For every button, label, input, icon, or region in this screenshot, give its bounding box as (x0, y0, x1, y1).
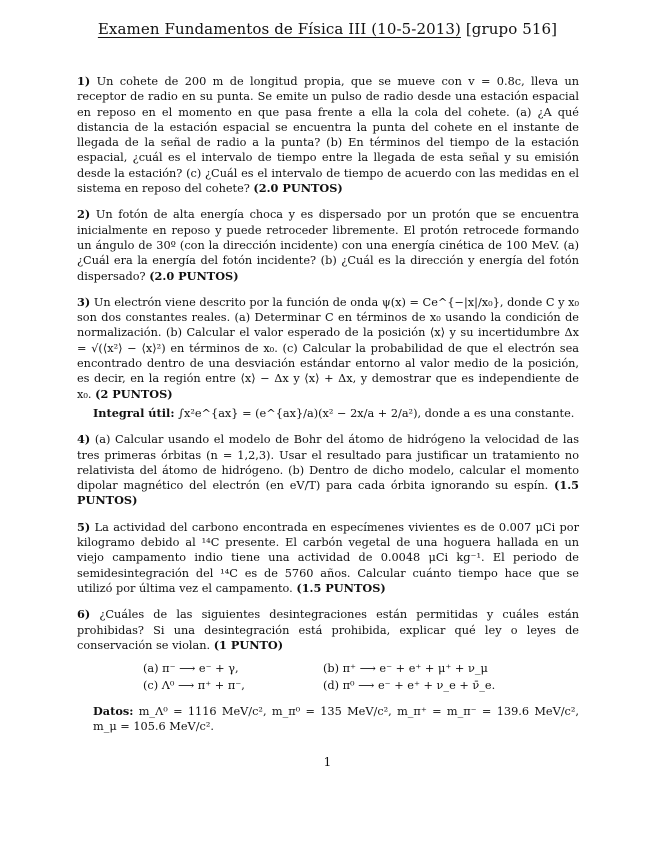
decay-a: (a) π⁻ ⟶ e⁻ + γ, (143, 662, 239, 676)
problem-6 (77, 607, 579, 734)
problem-number: 2) (77, 207, 91, 222)
problem-text: Un fotón de alta energía choca y es dispersado por un protón que se encuentra inicialmente en reposo y puede retroceder libremente. El protón retrocede formando un ángulo de 30º (con la dirección incidente) con una energía cinética de 100 MeV. (a) ¿Cuál era la energía del fotón incidente? (b) ¿Cuál es la dirección y energía del fotón dispersado? (77, 208, 579, 283)
page-number: 1 (323, 755, 332, 769)
problem-text: (a) Calcular usando el modelo de Bohr del átomo de hidrógeno la velocidad de las tres primeras órbitas (n = 1,2,3). Usar el resultado para justificar un tratamiento no relativista del átomo de hidrógeno. (b) Dentro de dicho modelo, calcular el momento dipolar magnético del electrón (en eV/T) para cada órbita ignorando su espín. (77, 433, 579, 493)
problem-points: (1.5 PUNTOS) (77, 478, 579, 508)
problem-number: 3) (77, 294, 91, 309)
decay-d: (d) π⁰ ⟶ e⁻ + e⁺ + ν_e + ν̄_e. (323, 679, 496, 693)
decay-c: (c) Λ⁰ ⟶ π⁺ + π⁻, (143, 679, 245, 693)
problem-text: Un electrón viene descrito por la función de onda ψ(x) = Ce^{−|x|/x₀}, donde C y x₀ son dos constantes reales. (a) Determinar C en términos de x₀ usando la condición de normalización. (b) Calcular el valor esperado de la posición ⟨x⟩ y su incertidumbre Δx = √(⟨x²⟩ − ⟨x⟩²) en términos de x₀. (c) Calcular la probabilidad de que el electrón sea encontrado dentro de una desviación estándar entorno al valor medio de la posición, es decir, en la región entre ⟨x⟩ − Δx y ⟨x⟩ + Δx, y demostrar que es independiente de x₀. (77, 295, 580, 401)
title-group: [grupo 516] (465, 20, 558, 38)
problem-points: (1.5 PUNTOS) (296, 580, 386, 595)
problem-3 (77, 295, 579, 421)
problem-text: ¿Cuáles de las siguientes desintegraciones están permitidas y cuáles están prohibidas? Si una desintegración está prohibida, explicar qué ley o leyes de conservación se violan. (77, 608, 580, 652)
problem-number: 4) (77, 432, 91, 447)
problem-points: (2 PUNTOS) (95, 386, 173, 401)
data-section (77, 704, 579, 735)
problem-points: (1 PUNTO) (213, 637, 284, 652)
problem-text: La actividad del carbono encontrada en especímenes vivientes es de 0.007 μCi por kilogramo debido al ¹⁴C presente. El carbón vegetal de una hoguera hallada en un viejo campamento indio tiene una actividad de 0.0048 μCi kg⁻¹. El periodo de semidesintegración del ¹⁴C es de 5760 años. Calcular cuánto tiempo hace que se utilizó por última vez el campamento. (77, 520, 579, 595)
problem-5 (77, 520, 579, 596)
exam-content (77, 74, 579, 745)
title-main: Examen Fundamentos de Física III (10-5-2013) (97, 20, 461, 38)
problem-text: Un cohete de 200 m de longitud propia, que se mueve con v = 0.8c, lleva un receptor de radio en su punta. Se emite un pulso de radio desde una estación espacial en reposo en el momento en que pasa frente a ella la cola del cohete. (a) ¿A qué distancia de la estación espacial se encuentra la punta del cohete en el instante de llegada de la señal de radio a la punta? (b) En términos del tiempo de la estación espacial, ¿cuál es el intervalo de tiempo entre la llegada de esta señal y su emisión desde la estación? (c) ¿Cuál es el intervalo de tiempo de acuerdo con las medidas en el sistema en reposo del cohete? (77, 75, 579, 196)
problem-4 (77, 432, 579, 508)
data-text: m_Λ⁰ = 1116 MeV/c², m_π⁰ = 135 MeV/c², m_π⁺ = m_π⁻ = 139.6 MeV/c², m_μ = 105.6 MeV/c². (93, 704, 580, 733)
useful-integral (77, 406, 579, 421)
data-label: Datos: (93, 703, 134, 718)
useful-integral-label: Integral útil: (93, 405, 175, 420)
decay-b: (b) π⁺ ⟶ e⁻ + e⁺ + μ⁺ + ν_μ (323, 662, 488, 676)
problem-number: 6) (77, 607, 91, 622)
problem-2 (77, 207, 579, 283)
problem-points: (2.0 PUNTOS) (149, 268, 239, 283)
exam-title (0, 20, 655, 38)
problem-1 (77, 74, 579, 196)
useful-integral-text: ∫x²e^{ax} = (e^{ax}/a)(x² − 2x/a + 2/a²), donde a es una constante. (178, 406, 575, 420)
problem-number: 1) (77, 74, 91, 88)
problem-points: (2.0 PUNTOS) (253, 181, 343, 196)
problem-number: 5) (77, 519, 91, 534)
decay-list (143, 661, 579, 694)
